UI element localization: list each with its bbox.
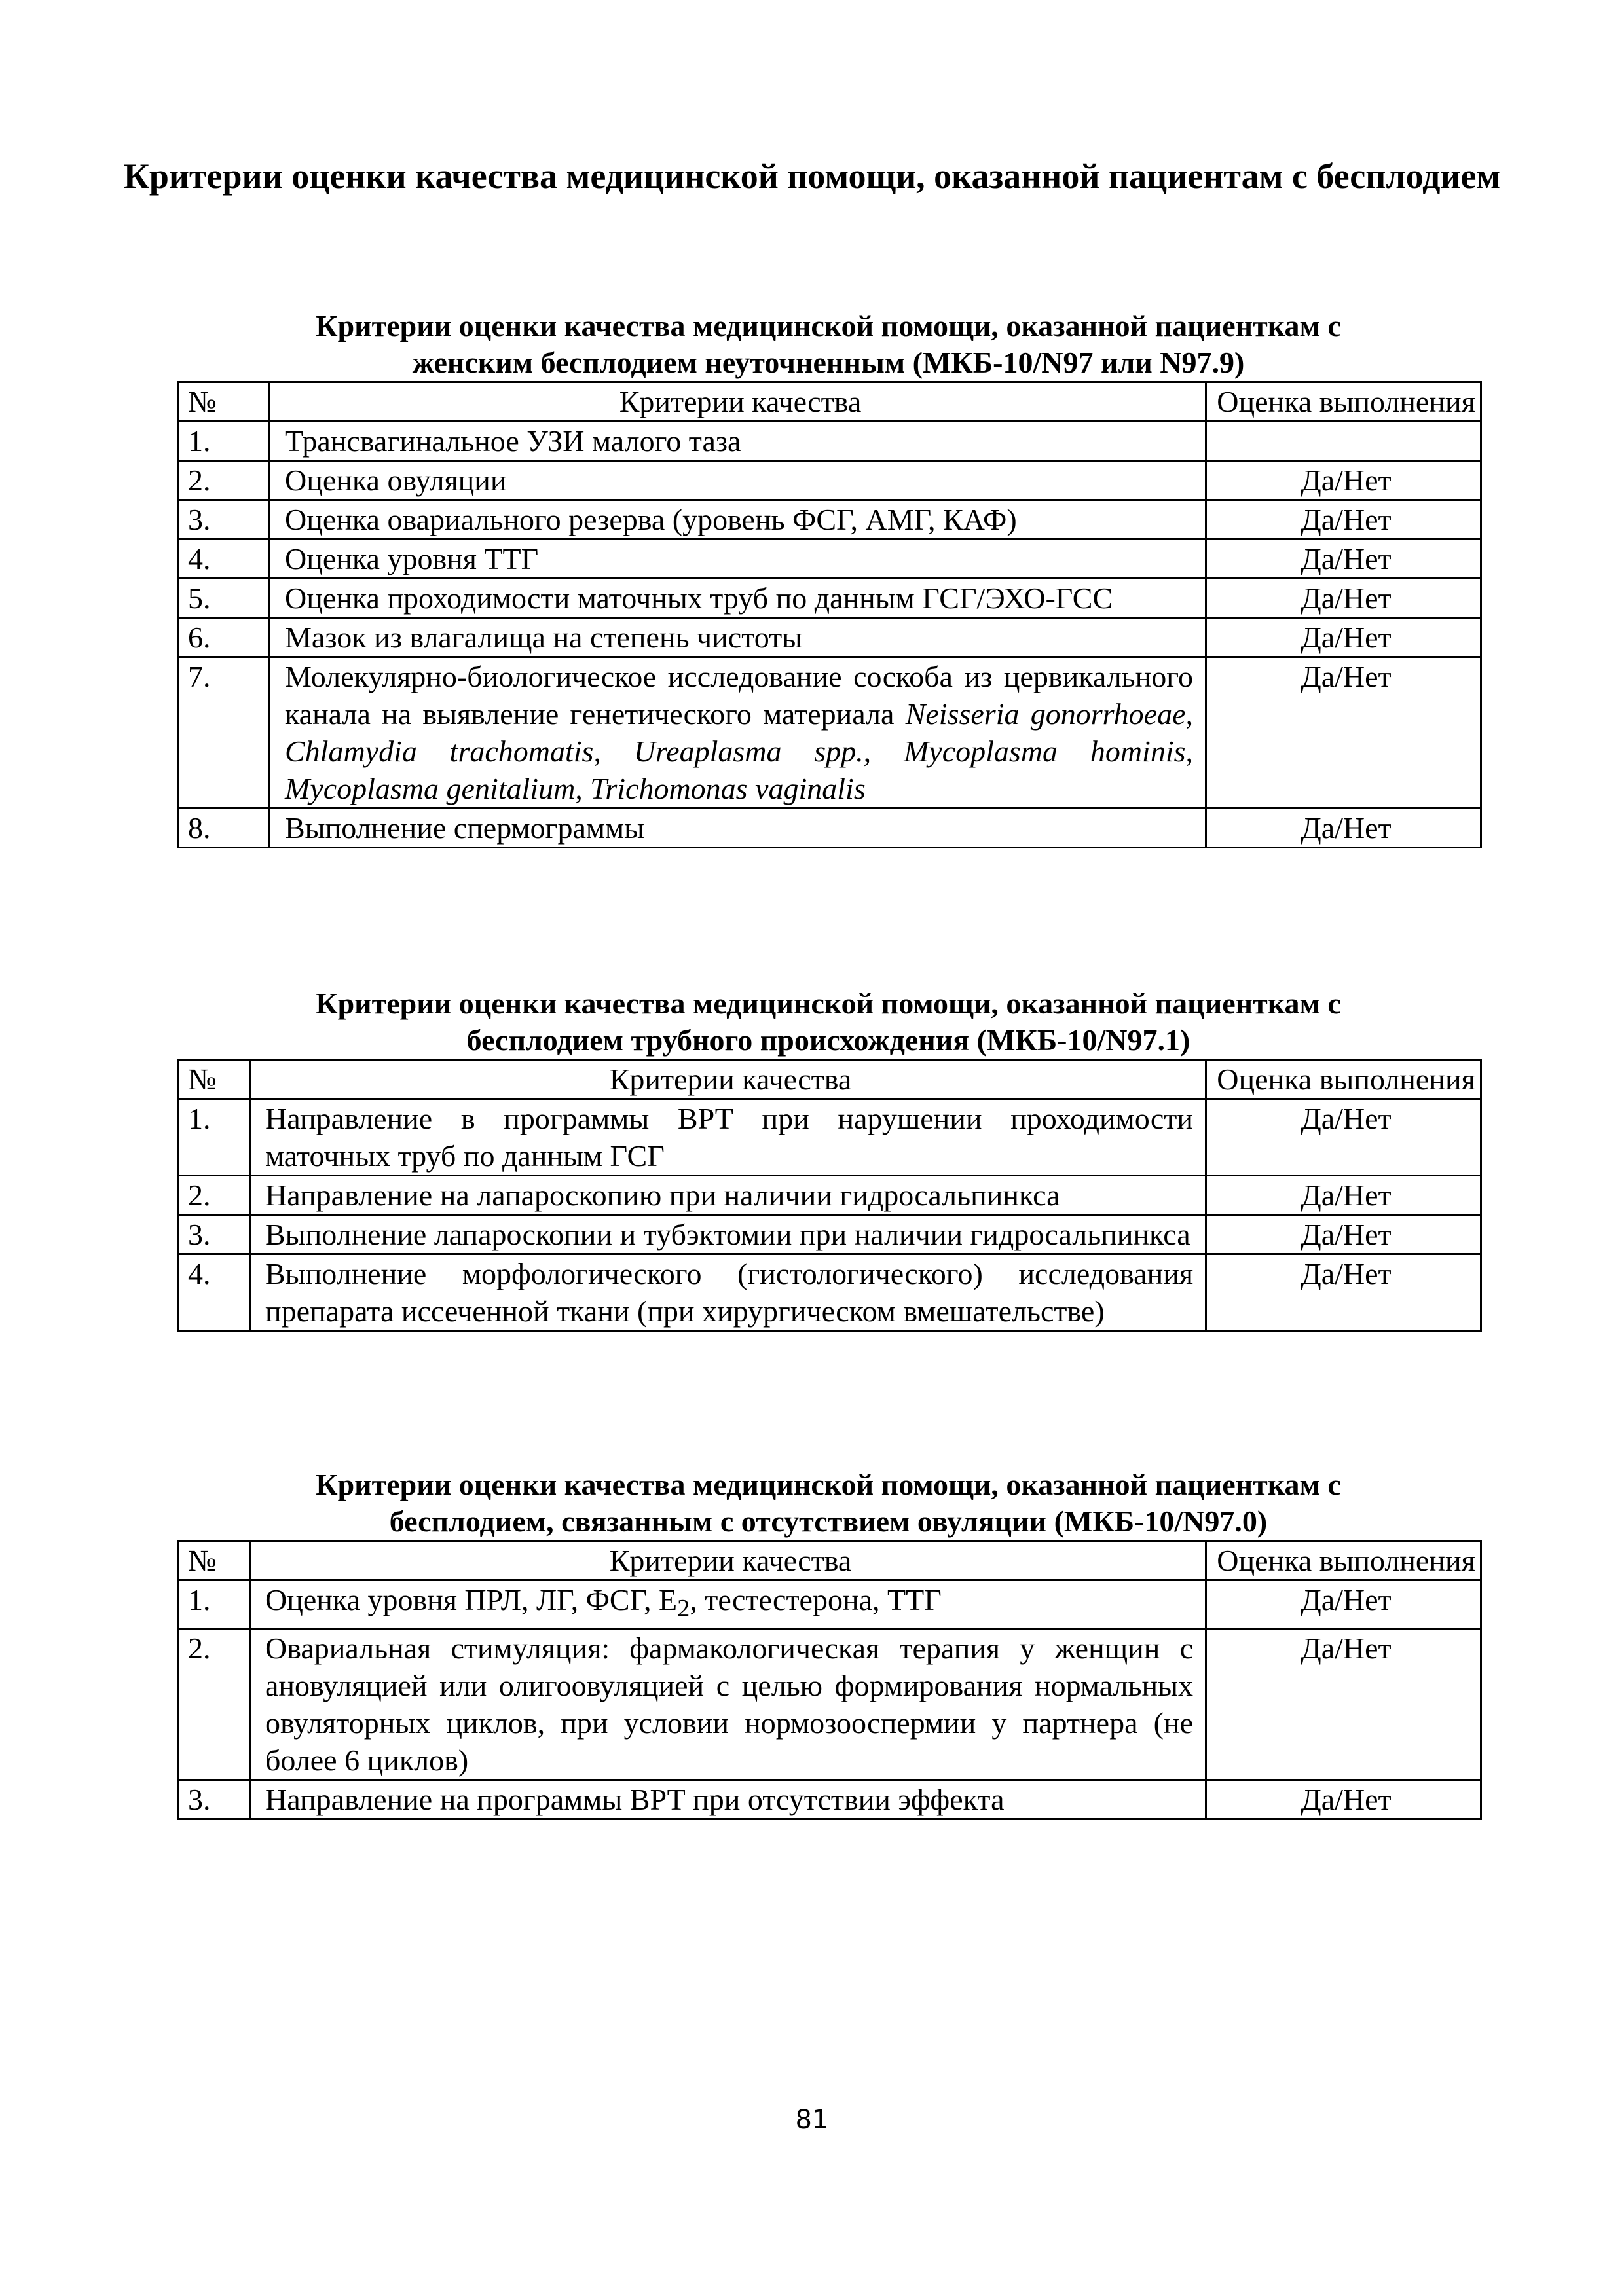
- table-row: 3. Выполнение лапароскопии и тубэктомии при наличии гидросальпинкса Да/Нет: [178, 1215, 1481, 1254]
- page-title: Критерии оценки качества медицинской помощи, оказанной пациентам с бесплодием: [123, 156, 1501, 196]
- criteria-table: [177, 1059, 1482, 1332]
- table-row: 1. Оценка уровня ПРЛ, ЛГ, ФСГ, $E_2$, тестестерона, ТТГ Да/Нет: [178, 1580, 1481, 1629]
- table-row: 5. Оценка проходимости маточных труб по данным ГСГ/ЭХО-ГСС Да/Нет: [178, 579, 1481, 618]
- section-female-infertility: [177, 308, 1480, 848]
- table-header-row: № Критерии качества Оценка выполнения: [178, 1541, 1481, 1580]
- table-row: 8. Выполнение спермограммы Да/Нет: [178, 809, 1481, 848]
- table-header-row: [178, 382, 1481, 422]
- section-title: Критерии оценки качества медицинской помощи, оказанной пациенткам с бесплодием, связанным с отсутствием овуляции (МКБ-10/N97.0): [316, 1468, 1341, 1538]
- pathogen-list: Neisseria gonorrhoeae, Chlamydia trachomatis, Ureaplasma spp., Mycoplasma hominis, Mycoplasma genitalium, Trichomonas vaginalis: [285, 697, 1194, 805]
- table-row: 2. Овариальная стимуляция: фармакологическая терапия у женщин с ановуляцией или олигоовуляцией с целью формирования нормальных овуляторных циклов, при условии нормозооспермии у партнера (не более 6 циклов) Да/Нет: [178, 1629, 1481, 1780]
- table-row: 1. Трансвагинальное УЗИ малого таза: [178, 422, 1481, 461]
- table-row: 2. Направление на лапароскопию при наличии гидросальпинкса Да/Нет: [178, 1176, 1481, 1215]
- page-number: 81: [795, 2105, 829, 2135]
- table-row: 3. Оценка овариального резерва (уровень ФСГ, АМГ, КАФ) Да/Нет: [178, 500, 1481, 539]
- table-row: 6. Мазок из влагалища на степень чистоты Да/Нет: [178, 618, 1481, 657]
- section-anovulatory-infertility: [177, 1467, 1480, 1820]
- table-row: 4. Оценка уровня ТТГ Да/Нет: [178, 539, 1481, 579]
- section-tubal-infertility: [177, 985, 1480, 1332]
- section-title: Критерии оценки качества медицинской помощи, оказанной пациенткам с бесплодием трубного происхождения (МКБ-10/N97.1): [316, 987, 1341, 1057]
- table-row: 2. Оценка овуляции Да/Нет: [178, 461, 1481, 500]
- header-mark: Оценка выполнения: [1206, 382, 1481, 422]
- table-row: 1. Направление в программы ВРТ при нарушении проходимости маточных труб по данным ГСГ Да/Нет: [178, 1099, 1481, 1176]
- table-row: 7. Молекулярно-биологическое исследование соскоба из цервикального канала на выявление генетического материала Neisseria gonorrhoeae, Chlamydia trachomatis, Ureaplasma spp., Mycoplasma hominis, Mycoplasma genitalium, Trichomonas vaginalis Да/Нет: [178, 657, 1481, 809]
- criteria-table: [177, 1540, 1482, 1820]
- table-row: 4. Выполнение морфологического (гистологического) исследования препарата иссеченной ткани (при хирургическом вмешательстве) Да/Нет: [178, 1254, 1481, 1331]
- table-row: 3. Направление на программы ВРТ при отсутствии эффекта Да/Нет: [178, 1780, 1481, 1819]
- section-title: Критерии оценки качества медицинской помощи, оказанной пациенткам с женским бесплодием неуточненным (МКБ-10/N97 или N97.9): [316, 309, 1341, 379]
- criteria-table: [177, 381, 1482, 848]
- header-num: №: [178, 382, 270, 422]
- header-criteria: Критерии качества: [270, 382, 1206, 422]
- table-header-row: № Критерии качества Оценка выполнения: [178, 1060, 1481, 1099]
